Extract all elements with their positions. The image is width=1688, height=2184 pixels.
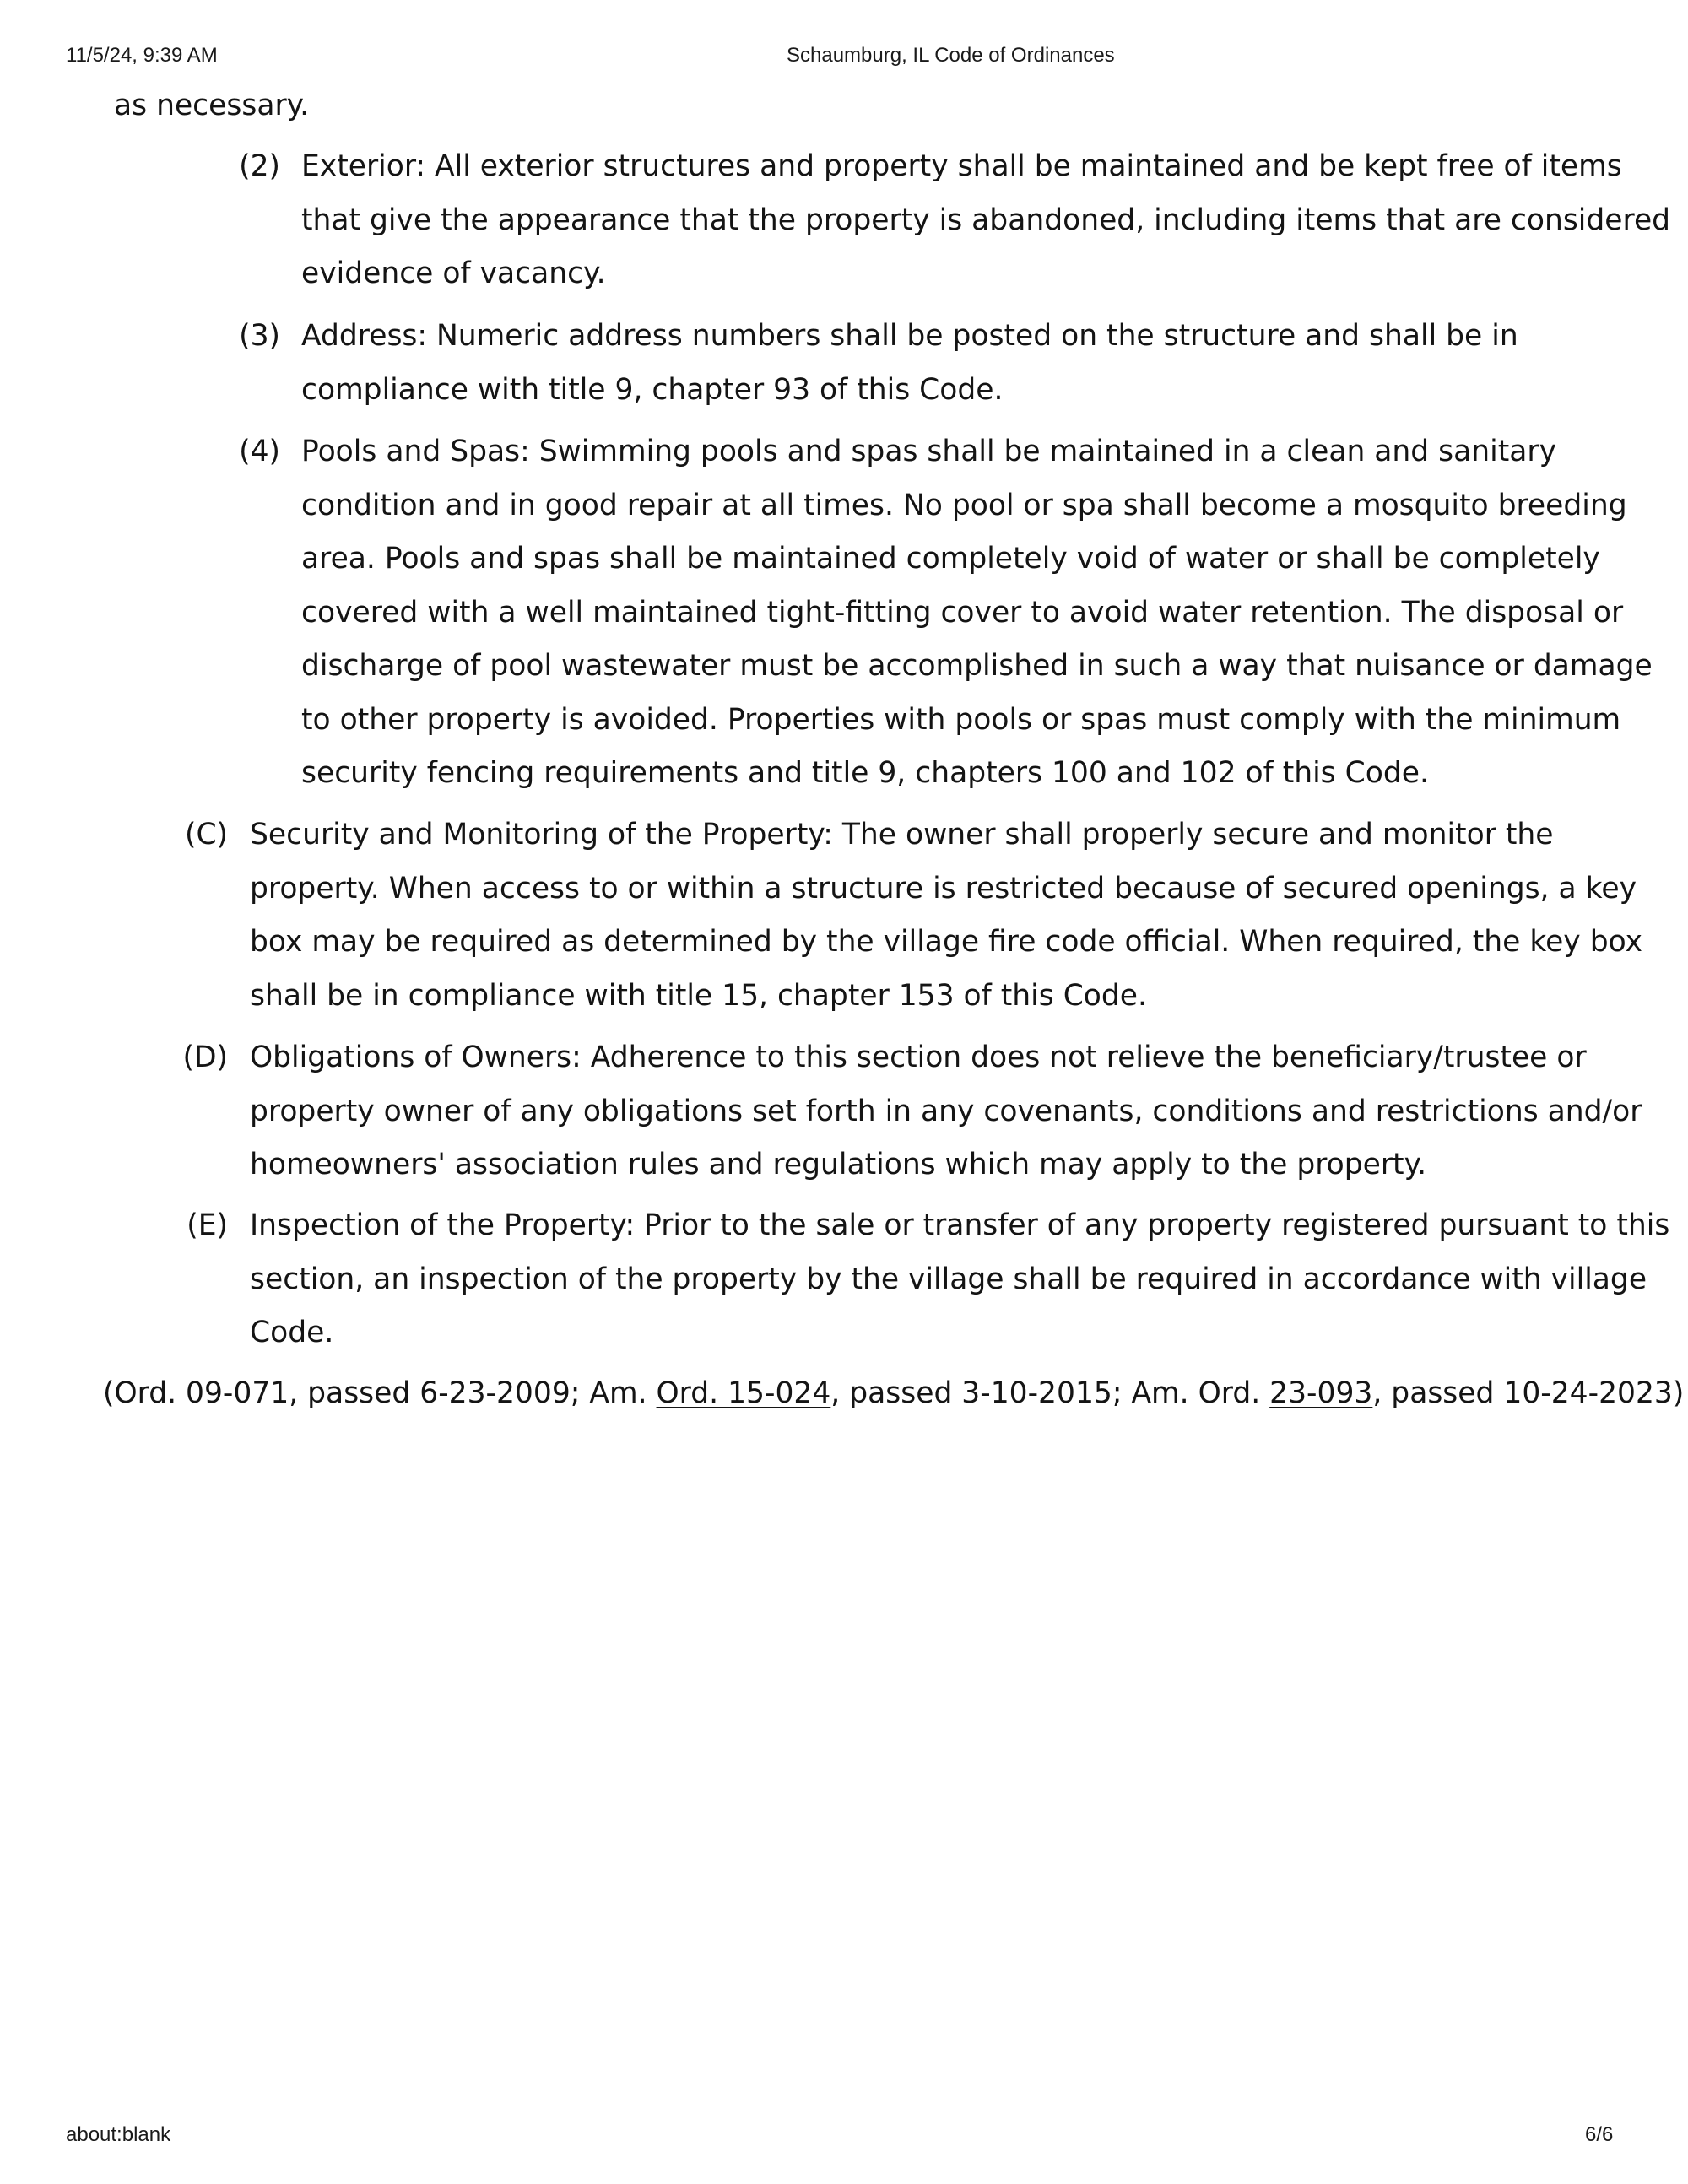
text-line: evidence of vacancy. [301, 257, 606, 290]
ordinance-link-23-093[interactable]: 23-093 [1269, 1376, 1373, 1410]
section-label: (D) [182, 1041, 228, 1074]
text-line: section, an inspection of the property by the village shall be required in accordance with village [250, 1262, 1647, 1296]
text-line: Code. [250, 1316, 334, 1349]
history-suffix: , passed 10-24-2023) [1372, 1376, 1685, 1410]
text-line: covered with a well maintained tight-fitting cover to avoid water retention. The disposal or [301, 595, 1624, 630]
text-line: condition and in good repair at all times. No pool or spa shall become a mosquito breeding [301, 488, 1627, 522]
subsection-text [301, 140, 1670, 301]
text-line: Inspection of the Property: Prior to the sale or transfer of any property registered pursuant to this [250, 1208, 1670, 1242]
ordinance-link-15-024[interactable]: Ord. 15-024 [656, 1376, 831, 1410]
text-line: box may be required as determined by the village fire code official. When required, the key box [250, 925, 1643, 959]
text-line: Obligations of Owners: Adherence to this section does not relieve the beneficiary/trustee or [250, 1041, 1587, 1074]
section-label: (C) [184, 818, 228, 851]
subsection-label: (3) [239, 319, 280, 353]
subsection-text [301, 310, 1518, 417]
subsection-label: (2) [239, 149, 280, 183]
section-text [250, 808, 1642, 1023]
text-line: security fencing requirements and title 9, chapters 100 and 102 of this Code. [301, 756, 1429, 790]
intro-text: as necessary. [114, 89, 310, 122]
subsection-label: (4) [239, 435, 280, 468]
text-line: shall be in compliance with title 15, chapter 153 of this Code. [250, 978, 1147, 1013]
page-url: about:blank [66, 2123, 171, 2146]
text-line: that give the appearance that the property is abandoned, including items that are considered [301, 203, 1671, 237]
text-line: area. Pools and spas shall be maintained completely void of water or shall be completely [301, 542, 1600, 576]
ordinance-history [103, 1367, 1684, 1421]
section-text [250, 1031, 1642, 1192]
text-line: property. When access to or within a structure is restricted because of secured openings, a key [250, 871, 1637, 905]
text-line: Pools and Spas: Swimming pools and spas shall be maintained in a clean and sanitary [301, 435, 1557, 468]
history-prefix: (Ord. 09-071, passed 6-23-2009; Am. [103, 1376, 657, 1410]
intro-line [114, 79, 309, 133]
text-line: Security and Monitoring of the Property: The owner shall properly secure and monitor the [250, 818, 1554, 851]
text-line: compliance with title 9, chapter 93 of this Code. [301, 372, 1004, 407]
text-line: Exterior: All exterior structures and property shall be maintained and be kept free of items [301, 149, 1622, 183]
text-line: Address: Numeric address numbers shall be posted on the structure and shall be in [301, 319, 1518, 353]
section-text [250, 1199, 1669, 1360]
text-line: property owner of any obligations set forth in any covenants, conditions and restrictions and/or [250, 1094, 1642, 1128]
subsection-text [301, 425, 1653, 801]
print-datetime: 11/5/24, 9:39 AM [66, 44, 218, 67]
text-line: homeowners' association rules and regulations which may apply to the property. [250, 1148, 1427, 1181]
history-middle: , passed 3-10-2015; Am. Ord. [830, 1376, 1270, 1410]
text-line: discharge of pool wastewater must be accomplished in such a way that nuisance or damage [301, 649, 1653, 683]
document-title: Schaumburg, IL Code of Ordinances [787, 44, 1115, 67]
section-label: (E) [187, 1208, 228, 1242]
page-number: 6/6 [1585, 2123, 1614, 2146]
text-line: to other property is avoided. Properties with pools or spas must comply with the minimum [301, 702, 1621, 737]
